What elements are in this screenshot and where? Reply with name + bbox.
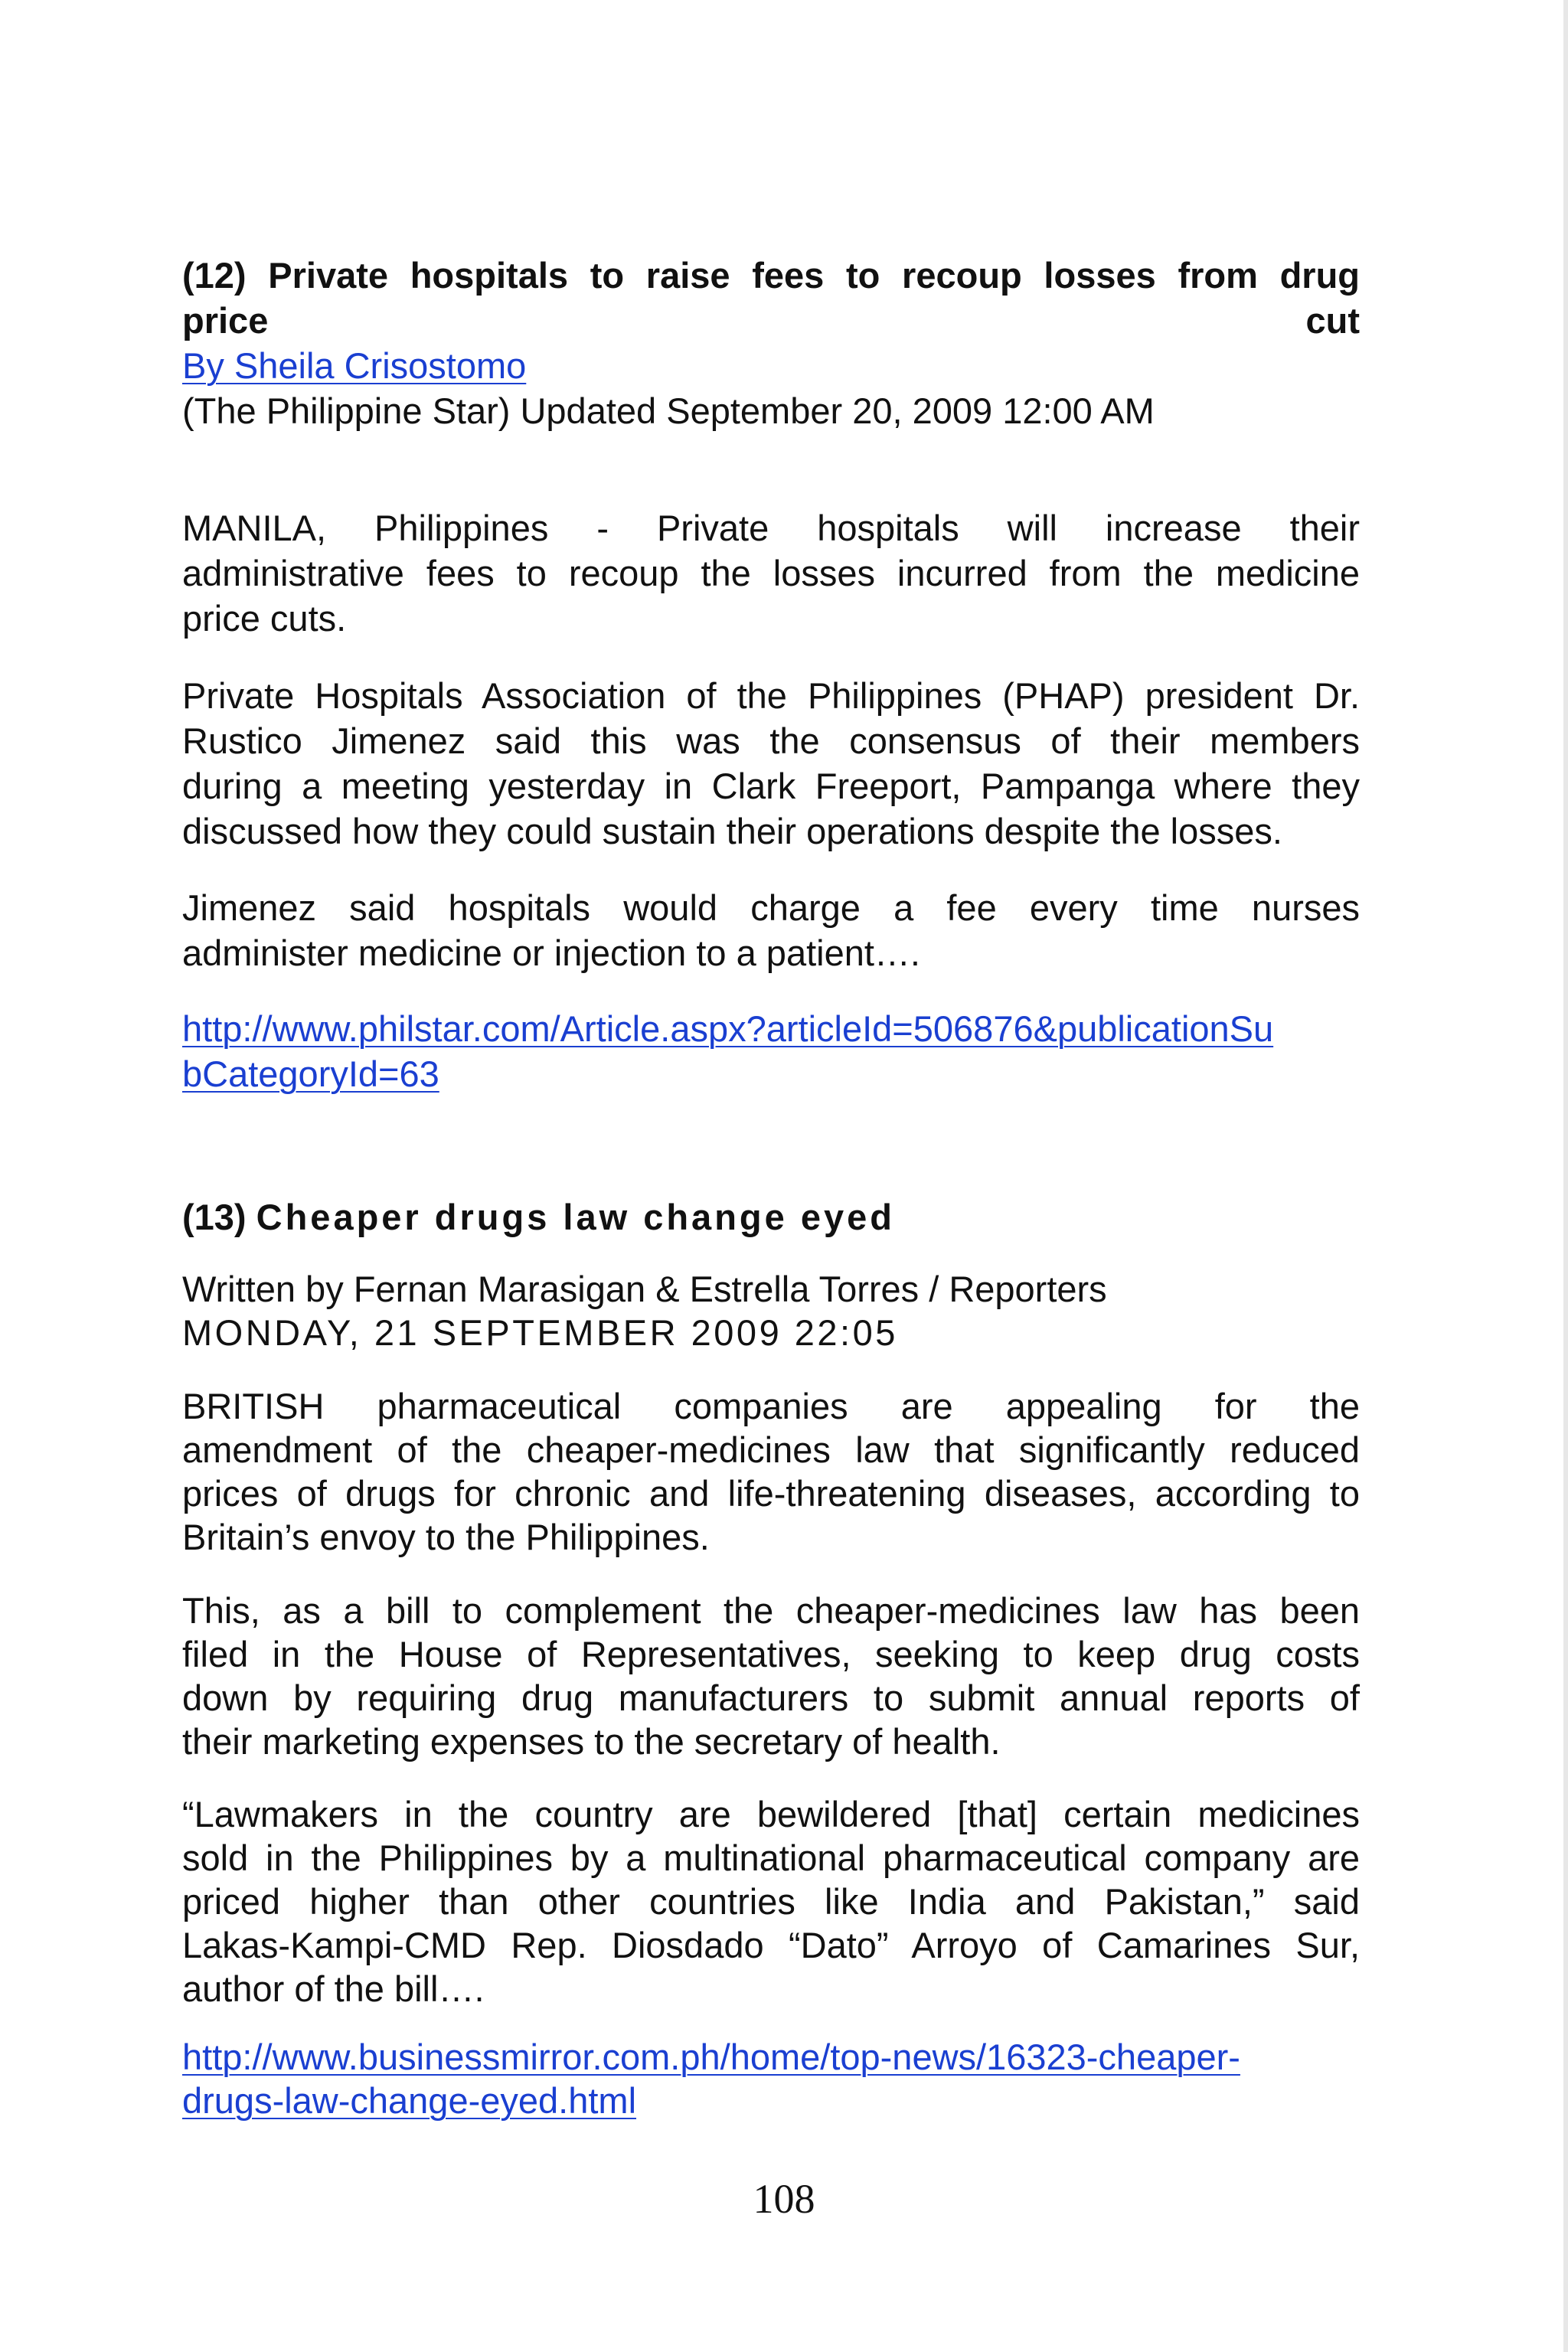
article-13-paragraph-3 [182, 1792, 1360, 2011]
paragraph-line: down by requiring drug manufacturers to submit annual reports of [182, 1677, 1360, 1718]
paragraph-line: MANILA, Philippines - Private hospitals will increase their [182, 508, 1360, 548]
paragraph-line: prices of drugs for chronic and life-threatening diseases, according to [182, 1473, 1360, 1514]
paragraph-line: Rustico Jimenez said this was the consensus of their members [182, 720, 1360, 761]
paragraph-line: discussed how they could sustain their operations despite the losses. [182, 811, 1282, 851]
article-13-url [182, 2035, 1360, 2122]
article-13-url-line-2[interactable]: drugs-law-change-eyed.html [182, 2080, 637, 2121]
article-12-source [182, 388, 1360, 433]
article-12-paragraph-3 [182, 885, 1360, 975]
paragraph-line: their marketing expenses to the secretary of health. [182, 1721, 1001, 1762]
paragraph-line: sold in the Philippines by a multinational pharmaceutical company are [182, 1838, 1360, 1878]
paragraph-line: BRITISH pharmaceutical companies are appealing for the [182, 1386, 1360, 1426]
article-12-heading-word-cut: cut [1305, 300, 1360, 341]
paragraph-line: filed in the House of Representatives, seeking to keep drug costs [182, 1634, 1360, 1674]
paragraph-line: price cuts. [182, 598, 347, 639]
article-13-number: (13) [182, 1197, 247, 1237]
article-12-paragraph-2 [182, 673, 1360, 854]
article-13-paragraph-1 [182, 1384, 1360, 1559]
paragraph-line: Jimenez said hospitals would charge a fee every time nurses [182, 887, 1360, 928]
paragraph-line: Private Hospitals Association of the Philippines (PHAP) president Dr. [182, 675, 1360, 716]
article-12-heading-line-2 [182, 298, 1360, 343]
byline: Written by Fernan Marasigan & Estrella Torres / Reporters [182, 1269, 1107, 1309]
article-12-url-line-2[interactable]: bCategoryId=63 [182, 1054, 439, 1094]
article-13-paragraph-2 [182, 1589, 1360, 1763]
dateline: MONDAY, 21 SEPTEMBER 2009 22:05 [182, 1312, 898, 1353]
paragraph-line: This, as a bill to complement the cheaper-medicines law has been [182, 1590, 1360, 1631]
article-13-byline [182, 1266, 1360, 1312]
article-12-heading [182, 253, 1360, 343]
page-number: 108 [753, 2176, 815, 2222]
paragraph-line: Lakas-Kampi-CMD Rep. Diosdado “Dato” Arroyo of Camarines Sur, [182, 1925, 1360, 1965]
paragraph-line: administrative fees to recoup the losses incurred from the medicine [182, 553, 1360, 593]
article-12-url-line-1[interactable]: http://www.philstar.com/Article.aspx?articleId=506876&publicationSu [182, 1008, 1274, 1049]
article-12-paragraph-1 [182, 505, 1360, 641]
article-13-title: Cheaper drugs law change eyed [256, 1197, 895, 1237]
article-12-url [182, 1006, 1360, 1096]
article-12-heading-line-1: (12) Private hospitals to raise fees to recoup losses from drug [182, 255, 1360, 296]
source-line: (The Philippine Star) Updated September 20, 2009 12:00 AM [182, 390, 1155, 431]
article-13-dateline [182, 1310, 1360, 1355]
paragraph-line: during a meeting yesterday in Clark Freeport, Pampanga where they [182, 766, 1360, 806]
article-12-heading-word-price: price [182, 300, 269, 341]
paragraph-line: administer medicine or injection to a patient…. [182, 933, 920, 973]
paragraph-line: priced higher than other countries like India and Pakistan,” said [182, 1881, 1360, 1922]
paragraph-line: amendment of the cheaper-medicines law that significantly reduced [182, 1429, 1360, 1470]
paragraph-line: “Lawmakers in the country are bewildered [that] certain medicines [182, 1794, 1360, 1834]
author-link[interactable]: By Sheila Crisostomo [182, 345, 527, 386]
article-12-author [182, 343, 1360, 388]
paragraph-line: Britain’s envoy to the Philippines. [182, 1517, 710, 1557]
paragraph-line: author of the bill…. [182, 1968, 485, 2009]
article-13-heading [182, 1194, 1360, 1240]
page-edge-shadow [1563, 0, 1568, 2352]
article-13-url-line-1[interactable]: http://www.businessmirror.com.ph/home/top-news/16323-cheaper- [182, 2037, 1240, 2077]
